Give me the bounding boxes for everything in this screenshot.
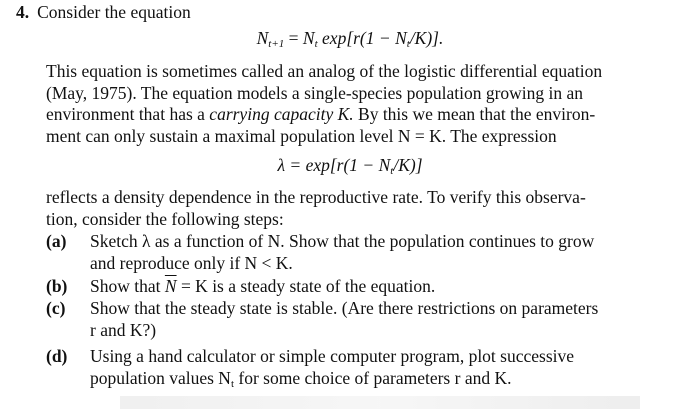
equation-lambda: $\lambda = \exp[r(1 - N_t/K)]$ <box>277 155 423 177</box>
steps-intro-line: tion, consider the following steps: <box>46 208 284 229</box>
scan-artifact <box>120 396 640 409</box>
intro-line: ment can only sustain a maximal population level N = K. The expression <box>46 125 557 146</box>
steps-intro-line: reflects a density dependence in the reproductive rate. To verify this observa- <box>46 187 586 207</box>
step-d: (d) Using a hand calculator or simple computer program, plot successive population values $N_t$ for some choice of parameters r and K. <box>46 346 575 390</box>
steps-intro <box>46 187 688 230</box>
steady-state-symbol: $\overline{N}$ <box>164 276 177 296</box>
step-label: (c) <box>46 298 66 318</box>
step-label: (a) <box>46 231 67 251</box>
problem-heading-text: Consider the equation <box>37 2 191 22</box>
intro-line: This equation is sometimes called an analog of the logistic differential equation <box>46 61 603 81</box>
problem-number: 4. <box>16 2 30 22</box>
step-label: (d) <box>46 346 68 366</box>
intro-line: environment that has a carrying capacity K. By this we mean that the environ- <box>46 104 596 124</box>
step-b: (b) Show that $\overline{N} = K$ is a steady state of the equation. <box>46 276 436 296</box>
step-label: (b) <box>46 276 68 296</box>
step-c: (c) Show that the steady state is stable. (Are there restrictions on parameters r and K?) <box>46 298 599 340</box>
equation-recurrence: $N_{t+1} = N_t$ $\exp[r(1 - N_t/K)]$. <box>256 28 444 50</box>
carrying-capacity-term: carrying capacity K. <box>209 104 354 124</box>
intro-line: (May, 1975). The equation models a single-species population growing in an <box>46 82 584 103</box>
intro-paragraph <box>46 61 688 147</box>
step-a: (a) Sketch λ as a function of N. Show that the population continues to grow and reproduce only if N < K. <box>46 231 595 273</box>
problem-heading <box>16 2 191 24</box>
